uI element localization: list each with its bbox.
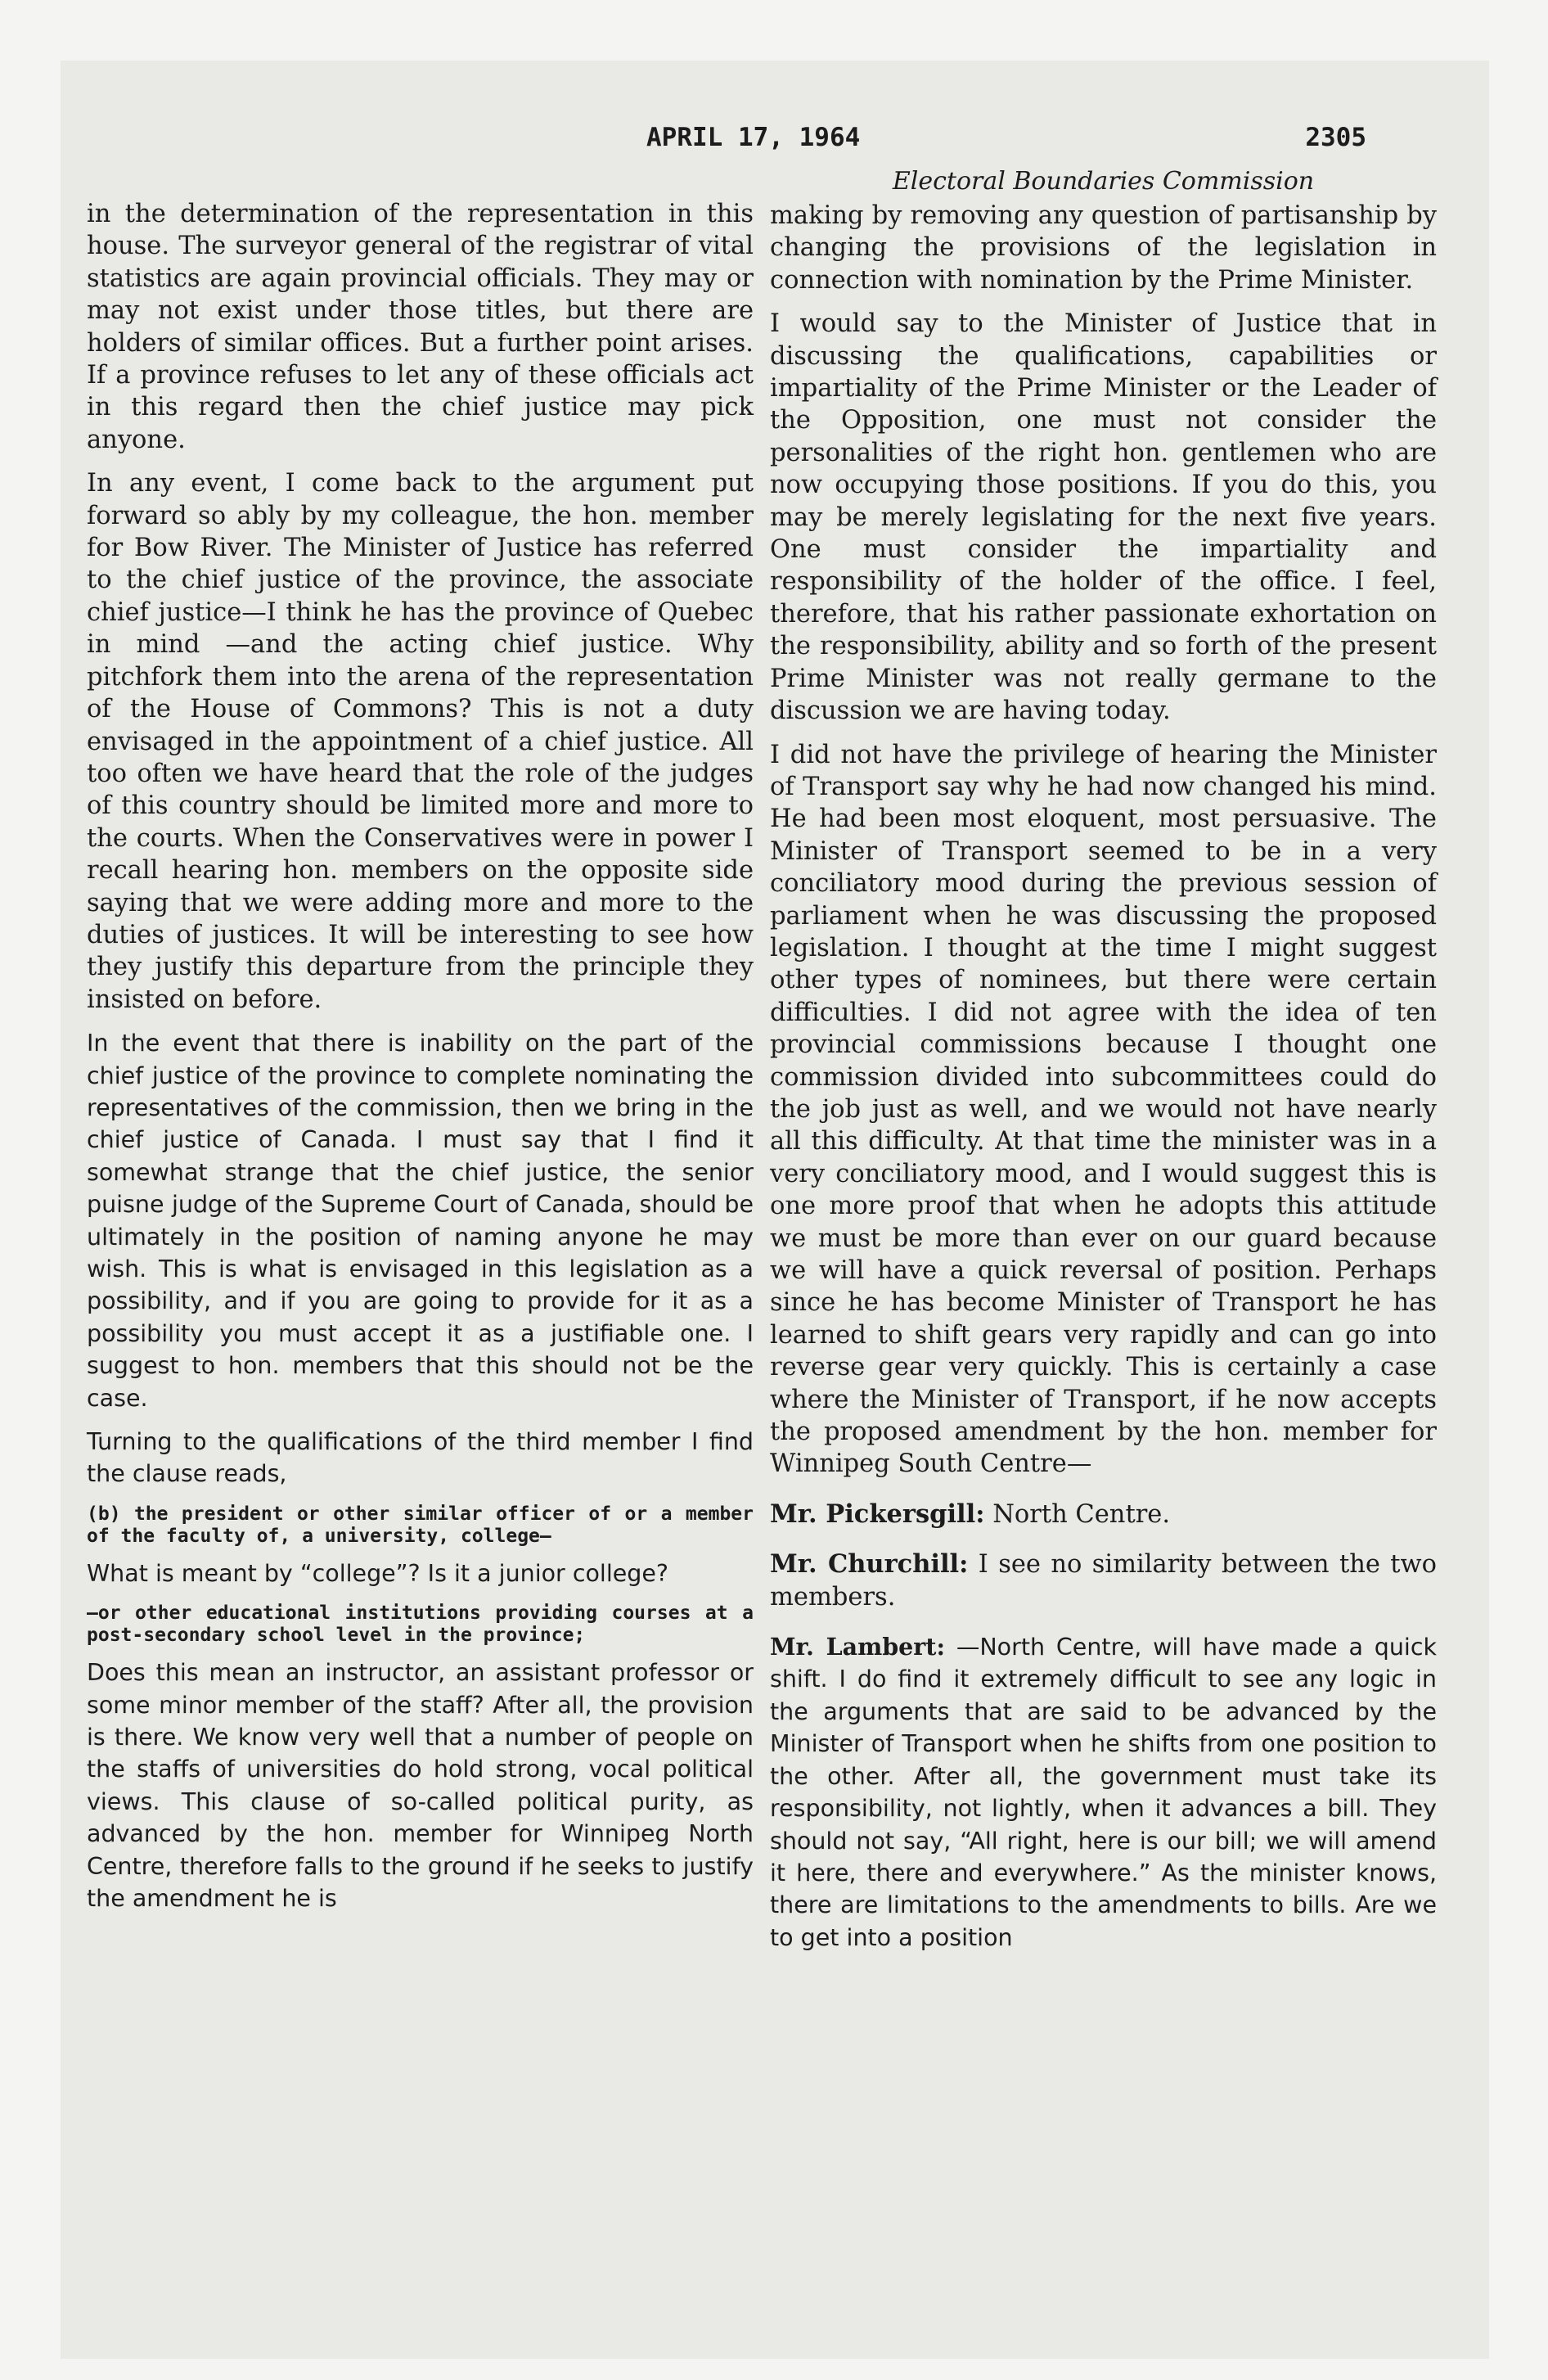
- right-paragraph-3: I did not have the privilege of hearing the Minister of Transport say why he had now changed his mind. He had been most eloquent, most persuasive. The Minister of Transport seemed to be in a very conciliatory mood during the previous session of parliament when he was discussing the proposed legislation. I thought at the time I might suggest other types of nominees, but there were certain difficulties. I did not agree with the idea of ten provincial commissions because I thought one commission divided into subcommittees could do the job just as well, and we would not have nearly all this difficulty. At that time the minister was in a very conciliatory mood, and I would suggest this is one more proof that when he adopts this attitude we must be more than ever on our guard because we will have a quick reversal of position. Perhaps since he has become Minister of Transport he has learned to shift gears very rapidly and can go into reverse gear very quickly. This is certainly a case where the Minister of Transport, if he now accepts the proposed amendment by the hon. member for Winnipeg South Centre—: [770, 740, 1437, 1479]
- left-paragraph-3: In the event that there is inability on the part of the chief justice of the province to complete nominating the representatives of the commission, then we bring in the chief justice of Canada. I must say that I find it somewhat strange that the chief justice, the senior puisne judge of the Supreme Court of Canada, should be ultimately in the position of naming anyone he may wish. This is what is envisaged in this legislation as a possibility, and if you are going to provide for it as a possibility you must accept it as a justifiable one. I suggest to hon. members that this should not be the case.: [87, 1030, 754, 1412]
- quoted-clause-continuation: —or other educational institutions providing courses at a post-secondary school level in the province;: [87, 1602, 754, 1647]
- left-column: [87, 198, 754, 1915]
- speech-text: North Centre.: [992, 1499, 1171, 1529]
- speech-text: —North Centre, will have made a quick shift. I do find it extremely difficult to see any logic in the arguments that are said to be advanced by the Minister of Transport when he shifts from one position to the other. After all, the government must take its responsibility, not lightly, when it advances a bill. They should not say, “All right, here is our bill; we will amend it here, there and everywhere.” As the minister knows, there are limitations to the amendments to bills. Are we to get into a position: [770, 1634, 1437, 1951]
- exchange-churchill: [770, 1548, 1437, 1613]
- right-paragraph-1: making by removing any question of partisanship by changing the provisions of the legislation in connection with nomination by the Prime Minister.: [770, 201, 1437, 295]
- page-header: [646, 123, 1366, 164]
- speaker-name: Mr. Lambert:: [770, 1633, 945, 1661]
- left-paragraph-5: What is meant by “college”? Is it a junior college?: [87, 1559, 669, 1587]
- page-number: 2305: [1305, 123, 1366, 152]
- exchange-pickersgill: [770, 1499, 1437, 1530]
- speaker-name: Mr. Pickersgill:: [770, 1499, 985, 1529]
- speaker-name: Mr. Churchill:: [770, 1549, 969, 1580]
- speech-text: I see no similarity between the two members.: [770, 1550, 1437, 1611]
- left-paragraph-6: Does this mean an instructor, an assistant professor or some minor member of the staff? After all, the provision is there. We know very well that a number of people on the staffs of universities do hold strong, vocal political views. This clause of so-called political purity, as advanced by the hon. member for Winnipeg North Centre, therefore falls to the ground if he seeks to justify the amendment he is: [87, 1659, 754, 1913]
- right-column: [770, 164, 1437, 1954]
- header-date: APRIL 17, 1964: [646, 123, 861, 152]
- quoted-clause-b: (b) the president or other similar officer of or a member of the faculty of, a university, college—: [87, 1503, 754, 1547]
- right-paragraph-2: I would say to the Minister of Justice that in discussing the qualifications, capabilities or impartiality of the Prime Minister or the Leader of the Opposition, one must not consider the personalities of the right hon. gentlemen who are now occupying those positions. If you do this, you may be merely legislating for the next five years. One must consider the impartiality and responsibility of the holder of the office. I feel, therefore, that his rather passionate exhortation on the responsibility, ability and so forth of the present Prime Minister was not really germane to the discussion we are having today.: [770, 309, 1437, 726]
- left-paragraph-4: Turning to the qualifications of the third member I find the clause reads,: [87, 1428, 754, 1488]
- exchange-lambert: [770, 1631, 1437, 1954]
- left-paragraph-2: In any event, I come back to the argument put forward so ably by my colleague, the hon. member for Bow River. The Minister of Justice has referred to the chief justice of the province, the associate chief justice—I think he has the province of Quebec in mind —and the acting chief justice. Why pitchfork them into the arena of the representation of the House of Commons? This is not a duty envisaged in the appointment of a chief justice. All too often we have heard that the role of the judges of this country should be limited more and more to the courts. When the Conservatives were in power I recall hearing hon. members on the opposite side saying that we were adding more and more to the duties of justices. It will be interesting to see how they justify this departure from the principle they insisted on before.: [87, 469, 754, 1014]
- running-subhead: Electoral Boundaries Commission: [892, 167, 1315, 196]
- left-paragraph-1: in the determination of the representation in this house. The surveyor general of the registrar of vital statistics are again provincial officials. They may or may not exist under those titles, but there are holders of similar offices. But a further point arises. If a province refuses to let any of these officials act in this regard then the chief justice may pick anyone.: [87, 200, 754, 454]
